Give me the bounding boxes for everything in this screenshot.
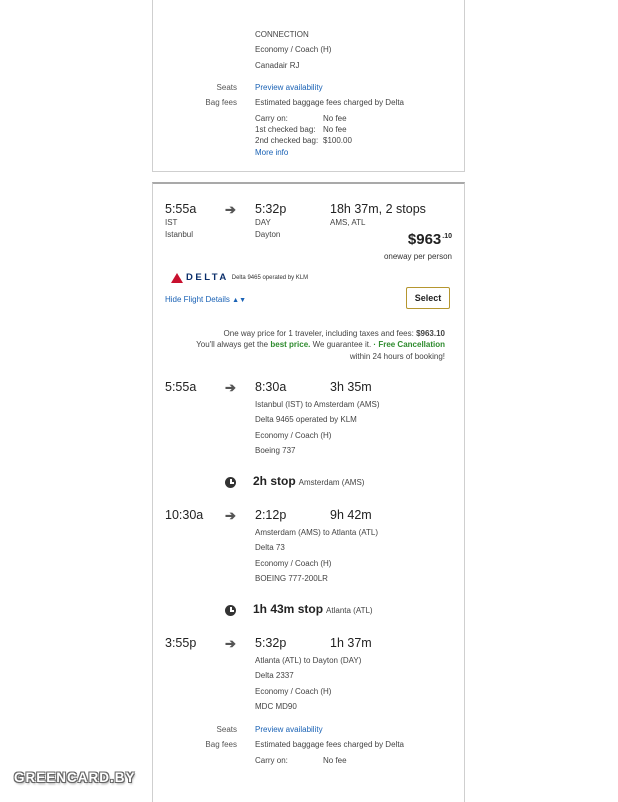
segment-flight: Delta 9465 operated by KLM bbox=[255, 415, 357, 424]
segment-aircraft: BOEING 777-200LR bbox=[255, 574, 328, 583]
seats-label: Seats bbox=[216, 83, 237, 92]
layover-duration: 1h 43m stop bbox=[253, 602, 324, 616]
cabin-class: Economy / Coach (H) bbox=[255, 45, 332, 54]
segment-arrow-icon: ➔ bbox=[225, 380, 236, 395]
delta-widget-icon bbox=[171, 273, 183, 283]
flight-result-card bbox=[152, 182, 465, 802]
summary-duration: 18h 37m, 2 stops bbox=[330, 202, 426, 216]
segment-depart-time: 10:30a bbox=[165, 508, 204, 522]
segment-cabin: Economy / Coach (H) bbox=[255, 687, 332, 696]
summary-depart-code: IST bbox=[165, 218, 178, 227]
price-info-amount: $963.10 bbox=[416, 329, 445, 338]
layover-place: Amsterdam (AMS) bbox=[298, 478, 365, 487]
segment-arrow-icon: ➔ bbox=[225, 508, 236, 523]
carry-on-value: No fee bbox=[323, 756, 347, 765]
summary-depart-city: Istanbul bbox=[165, 230, 194, 239]
price-info-line1 bbox=[224, 329, 445, 339]
segment-cabin: Economy / Coach (H) bbox=[255, 431, 332, 440]
operated-by: Delta 9465 operated by KLM bbox=[231, 274, 309, 281]
carry-on-label: Carry on: bbox=[255, 114, 288, 123]
bag-fees-text: Estimated baggage fees charged by Delta bbox=[255, 740, 404, 749]
best-price-text: best price. bbox=[270, 340, 311, 349]
segment-aircraft: Boeing 737 bbox=[255, 446, 296, 455]
select-button[interactable]: Select bbox=[406, 287, 450, 309]
collapse-arrows-icon: ▲▼ bbox=[232, 297, 247, 304]
segment-duration: 1h 37m bbox=[330, 636, 372, 650]
first-bag-value: No fee bbox=[323, 125, 347, 134]
summary-arrive-city: Dayton bbox=[255, 230, 281, 239]
segment-route: Amsterdam (AMS) to Atlanta (ATL) bbox=[255, 528, 378, 537]
clock-icon bbox=[225, 477, 236, 488]
segment-cabin: Economy / Coach (H) bbox=[255, 559, 332, 568]
clock-icon bbox=[225, 605, 236, 616]
carry-on-label: Carry on: bbox=[255, 756, 288, 765]
second-bag-label: 2nd checked bag: bbox=[255, 136, 319, 145]
preview-availability-link[interactable]: Preview availability bbox=[255, 83, 323, 92]
segment-depart-time: 5:55a bbox=[165, 380, 197, 394]
preview-availability-link[interactable]: Preview availability bbox=[255, 725, 323, 734]
summary-arrive-time: 5:32p bbox=[255, 202, 287, 216]
guarantee-text: We guarantee it. bbox=[312, 340, 372, 349]
carry-on-value: No fee bbox=[323, 114, 347, 123]
hide-flight-details-link[interactable] bbox=[165, 295, 246, 306]
more-info-link[interactable]: More info bbox=[255, 148, 289, 157]
summary-arrow-icon: ➔ bbox=[225, 202, 236, 217]
second-bag-value: $100.00 bbox=[323, 136, 352, 145]
summary-stops: AMS, ATL bbox=[330, 218, 366, 227]
segment-flight: Delta 73 bbox=[255, 543, 285, 552]
layover bbox=[253, 474, 364, 488]
segment-arrive-time: 8:30a bbox=[255, 380, 287, 394]
bag-fees-label: Bag fees bbox=[205, 98, 237, 107]
previous-flight-details-panel bbox=[152, 0, 465, 172]
segment-duration: 3h 35m bbox=[330, 380, 372, 394]
segment-duration: 9h 42m bbox=[330, 508, 372, 522]
segment-route: Istanbul (IST) to Amsterdam (AMS) bbox=[255, 400, 380, 409]
aircraft-type: Canadair RJ bbox=[255, 61, 300, 70]
price bbox=[408, 231, 452, 248]
price-info-prefix: One way price for 1 traveler, including taxes and fees: bbox=[223, 329, 414, 338]
segment-arrive-time: 5:32p bbox=[255, 636, 287, 650]
price-main: $963 bbox=[407, 231, 442, 248]
hide-flight-details-label: Hide Flight Details bbox=[165, 295, 230, 304]
price-cents: .10 bbox=[442, 233, 452, 240]
seats-label: Seats bbox=[216, 725, 237, 734]
summary-arrive-code: DAY bbox=[255, 218, 271, 227]
segment-route: Atlanta (ATL) to Dayton (DAY) bbox=[255, 656, 362, 665]
within-24-hours: within 24 hours of booking! bbox=[349, 352, 445, 361]
free-cancellation-text: Free Cancellation bbox=[378, 340, 445, 349]
connection-label: CONNECTION bbox=[255, 30, 309, 39]
airline-logo bbox=[171, 272, 308, 283]
price-note: oneway per person bbox=[383, 252, 452, 261]
layover bbox=[253, 602, 373, 616]
best-price-prefix: You'll always get the bbox=[196, 340, 269, 349]
layover-duration: 2h stop bbox=[253, 474, 296, 488]
first-bag-label: 1st checked bag: bbox=[255, 125, 316, 134]
segment-flight: Delta 2337 bbox=[255, 671, 294, 680]
segment-arrive-time: 2:12p bbox=[255, 508, 287, 522]
bag-fees-label: Bag fees bbox=[205, 740, 237, 749]
airline-name: DELTA bbox=[186, 272, 229, 283]
bag-fees-text: Estimated baggage fees charged by Delta bbox=[255, 98, 404, 107]
segment-depart-time: 3:55p bbox=[165, 636, 197, 650]
segment-arrow-icon: ➔ bbox=[225, 636, 236, 651]
segment-aircraft: MDC MD90 bbox=[255, 702, 297, 711]
watermark: GREENCARD.BY bbox=[14, 770, 136, 785]
summary-depart-time: 5:55a bbox=[165, 202, 197, 216]
layover-place: Atlanta (ATL) bbox=[326, 606, 373, 615]
price-info-line2: You'll always get the best price. We guarantee it. · Free Cancellation bbox=[196, 340, 445, 349]
